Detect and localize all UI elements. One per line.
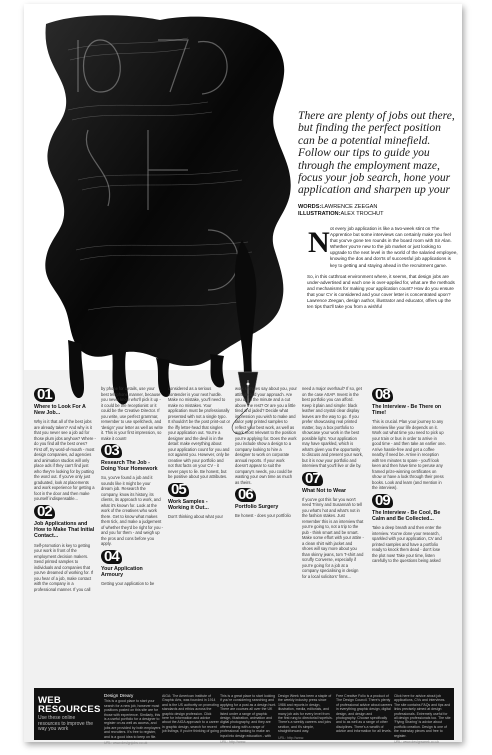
resource-heading: Design Dreary <box>104 693 134 698</box>
lede-top: ot every job application is like a two-week stint on The Apprentice but some interviews can certainly make you feel that you've gone ten rounds in the board room with Sir Alan. Whether you're new to the job market or just looking to upgrade to the next level in the world of the salaried employee, knowing the dos and don'ts of successful job applications is key to getting and staying ahead in the recruitment game. <box>330 226 458 268</box>
resource-url[interactable]: URL: www.designjobs.co.uk <box>104 741 148 746</box>
section-number: 01 <box>34 388 55 402</box>
section-body: Be honest - does your portfolio <box>235 513 291 519</box>
section-7 <box>302 469 364 494</box>
section-number: 09 <box>372 494 393 508</box>
section-heading: Work Samples - Working it Out... <box>168 498 209 511</box>
resource-item <box>162 694 219 736</box>
section-heading: The Interview - Be There on Time! <box>372 404 442 417</box>
column-5 <box>302 386 364 582</box>
section-body: Getting your application to be <box>101 581 155 587</box>
section-body: considered as a serious contender is your next hurdle. Make no mistake, you'll need to make no mistakes. Your application must be professionally presented with not a single typo. It shouldn't be the post print-out or the iffy letter-head that singles your application out. You're a designer and the devil is in the detail: make everything about your application count for you and not against you. However, only be creative with your portfolio and not that facts on your CV - it never pays to lie. Be honest, but be positive about your attributes. <box>168 386 230 479</box>
resource-url[interactable]: URL: www.designweek.co.uk <box>394 740 440 745</box>
section-body: work samples say about you, your attitude and your approach. Are you up to the minute and a cut above the rest? Or are you a little tired and jaded? Decide what impression you wish to make and tailor your printed samples to reflect your best work, as well as work most relevant to the position you're applying for. Does the work you include show a design to a company looking to hire a designer to work on corporate annual reports. If your work doesn't appear to suit the company's needs, you could be wasting your own time as much as theirs. <box>235 386 297 485</box>
lede-bottom: So, in this cutthroat environment where, it seems, that design jobs are under-advertised and each one is over-applied for, what are the methods and mechanisms for making your application count? How do you ensure that your CV is considered and your cover letter is concentrated upon? Lawrence Zeegan, design author, illustrator and educator, offers up the ten tips that'll take you from a wishful <box>307 274 455 310</box>
section-8 <box>372 388 446 416</box>
column-6 <box>372 386 446 567</box>
section-heading: The Interview - Be Cool, Be Calm and Be Collected... <box>372 509 441 523</box>
resource-body: Click here for advice about job applications, CVs and interviews. The site contains FAQs and tips and links precisely aimed at design professionals. Extremely useful for all design professionals too. The site 'Flying Sharing' is advice about portfolio creation. Design is one of the mainstay pieces and free to register. <box>394 694 451 738</box>
section-body: Take a deep breath and then enter the interview. You've done your research, sparkled with your application, CV and printed samples and have a portfolio ready to knock them dead - don't lose the plot now! Take your time, listen carefully to the questions being asked <box>372 525 442 564</box>
section-2 <box>34 502 96 540</box>
resource-item <box>220 694 277 744</box>
resource-body: This is a great place to start looking if you're considering searching and applying for a post as a design hunt. There are courses all over the UK listed under a range of graphic design, illustration, animation and digital photography, and they are offered along with a range of professional ranking to make an input into design education - with <box>220 694 277 738</box>
magazine-spread <box>24 4 462 746</box>
section-9 <box>372 491 446 523</box>
section-number: 06 <box>235 488 256 502</box>
section-number: 02 <box>34 505 55 519</box>
section-number: 04 <box>101 550 122 564</box>
section-3 <box>101 444 163 472</box>
drop-cap: N <box>308 226 330 259</box>
web-resources-title: WEB RESOURCES <box>38 695 101 715</box>
section-heading: Job Applications and How to Make That Initial Contact... <box>34 520 95 540</box>
section-number: 05 <box>168 483 189 497</box>
illustrator-name: ALEX TROCHUT <box>340 211 384 217</box>
section-6 <box>235 488 297 510</box>
section-number: 07 <box>302 472 323 486</box>
words-label: WORDS: <box>298 204 322 210</box>
typographic-illustration <box>38 10 308 450</box>
resource-item <box>278 694 335 740</box>
column-1 <box>34 386 96 595</box>
section-body: Self-promotion is key to getting your work in front of the employment decision makers. Send printed samples to individuals and companies that you've dreamed of working for. If you hear of a job, make contact with the company in a professional manner. If you call <box>34 542 94 592</box>
resource-url[interactable]: URL: http://www. <box>278 735 305 740</box>
resource-item <box>394 694 451 744</box>
section-heading: Where to Look For A New Job... <box>34 404 86 417</box>
section-heading: Portfolio Surgery <box>235 504 279 510</box>
illustration-label: ILLUSTRATION: <box>298 211 341 217</box>
web-resources-panel <box>34 688 454 746</box>
section-4 <box>101 547 163 579</box>
column-4 <box>235 386 297 522</box>
standfirst: There are plenty of jobs out there, but finding the perfect position can be a potential minefield. Follow our tips to guide you through the employment maze, focus your job search, hone your application and sharpen up your <box>298 109 455 197</box>
resource-body: AIGA: The American Institute of Graphic Arts, was founded in 1914 and is the US authority on promoting standards and ethics across the graphic design profession. Click here for information and advice about the AIGA approach to a career in graphic design, search for recent job listings, if you're thinking of going <box>162 694 219 734</box>
section-body: If you've got this far you won't need Trinny and Susannah to tell you what's hot and what's not in the fashion stakes. Just remember this is an interview that you're going to, not a trip to the pub - think smart and be smart. Make some effort with your attire - a clean shirt with jacket and shoes will say more about you than skinny jeans, torn T-shirt and scruffy Converse, especially if you're going for a job at a company specialising in design for a local solicitors' firms... <box>302 496 364 579</box>
resource-item <box>336 694 393 736</box>
resource-body: Free Creative Folio is a product of The Design Council. There's plenty of professional advice about careers in everything graphic design, digital design, and design and photography. Choose specifically and to as well as a range of other disciplines. There's a wealth of advice and information for all levels. <box>336 694 393 734</box>
resource-body: This is a good place to start your search for a new job, however most positions posted on this site are for those with experience. Similarly, this is a useful portfolio for a designer to register on as well as access, and jobs are provided by both employers and recruiters. It's free to register, and is a good idea to keep on file. <box>104 699 161 739</box>
resource-item <box>104 694 161 745</box>
section-number: 03 <box>101 444 122 458</box>
column-2 <box>101 386 163 590</box>
resource-url[interactable]: URL: http://www. <box>220 740 247 745</box>
web-resources-subtitle: Use these online resources to improve the way you work <box>38 715 94 733</box>
section-5 <box>168 480 230 511</box>
section-heading: What Not to Wear <box>302 487 347 494</box>
resource-body: Design Week has been a staple of the weekly industry press since 1986 and reports in design, illustration, media, editorials, and many job ads for every level from the first rung to directorial hopefuls. There's a weekly careers and jobs section, and it's simple, straightforward way. <box>278 694 333 734</box>
credits <box>298 204 458 218</box>
section-1 <box>34 388 96 416</box>
body-columns <box>34 386 454 686</box>
section-body: need a major overhaul? If so, get on the case ASAP. Invest in the best portfolio you can afford. Keep it plain and simple: black leather and crystal clear display leaves are the way to go. If you prefer showcasing real printed matter, buy a box portfolio to showcase your work in the best possible light. Your application may have sparkled, which is what's given you the opportunity to discuss and present your work, but it is now your portfolio and interview that you'll live or die by. <box>302 386 363 468</box>
section-heading: Your Application Armoury <box>101 565 143 579</box>
author-name: LAWRENCE ZEEGAN <box>321 204 378 210</box>
section-body: Why is it that all of the best jobs are already taken? And why is it that you never see a job ad for those plum jobs anyhow? Where - do you find all the best ones? First off, try word-of-mouth - most design companies, ad agencies and animation studios will only place ads if they can't find just who they're looking for by putting the word out. If you've only just graduated, look at placements and work experience for getting a foot in the door and then make yourself indispensable... <box>34 419 96 502</box>
section-body: by phone for details, use your best telephone manner, because you never know who'll pick it up - it could be the receptionist or it could be the Creative Director. If you write, use perfect grammar, remember to use spellcheck, and 'design' your letter as well as write it. This is your first impression, so make it count! <box>101 386 163 441</box>
section-heading: Research The Job - Doing Your Homework <box>101 460 158 473</box>
section-body: Don't thinking about what your <box>168 513 223 519</box>
section-body: So, you've found a job and it sounds like it might be your dream job. Research the company, know its history, its clients, its approach to work, and what it's known for. Look at the work of the creatives who work there. Get to know what makes them tick, and make a judgement of whether they'd be right for you - and you for them - and weigh up the pros and cons before you apply. <box>101 475 163 547</box>
section-body: This is crucial. Plan your journey to any interview like your life depends on it. Work out what time you need to pick up your train or bus in order to arrive in good time - and then take an earlier one. Arrive hassle-free and get a coffee nearby if need be. Arrive in reception with ten minutes to spare - you'll look keen and then have time to peruse any framed prize-winning certificates on show or have a look through their press books. Look and learn (and mention in the interview). <box>372 419 446 491</box>
column-3 <box>168 386 230 522</box>
section-number: 08 <box>372 388 393 402</box>
